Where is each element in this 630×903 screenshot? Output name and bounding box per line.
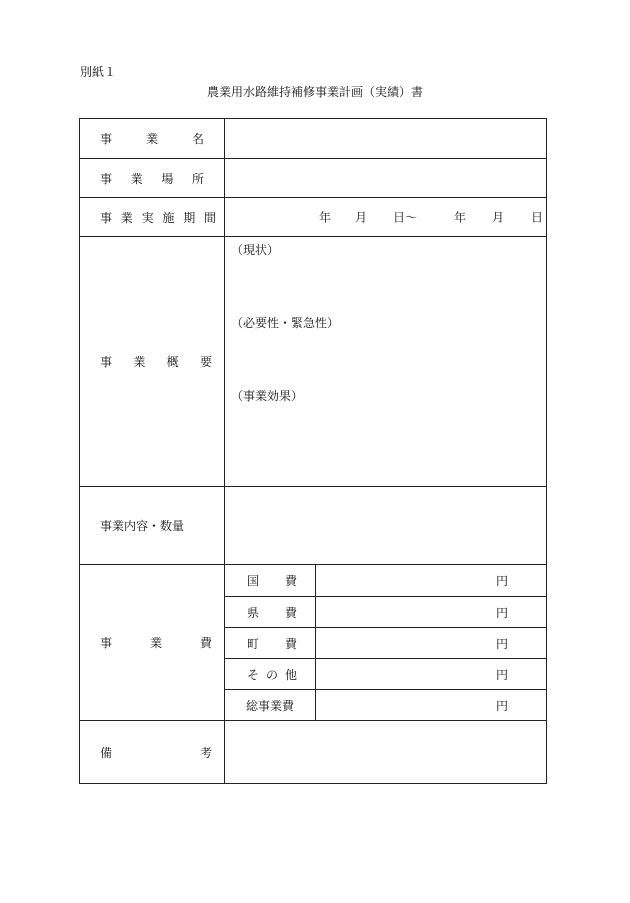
row-cost-national <box>80 565 547 597</box>
project-period-field[interactable] <box>225 198 547 237</box>
label-char: 町 <box>247 636 260 651</box>
label-char: 事 <box>100 636 113 650</box>
plan-form-table <box>79 118 547 784</box>
period-month-start: 月 <box>355 210 368 225</box>
label-char: 業 <box>130 171 143 186</box>
label-char: 考 <box>199 745 212 760</box>
label-char: 事 <box>100 355 113 369</box>
label-project-content <box>80 487 225 565</box>
cost-label-total <box>225 690 316 721</box>
label-char: の <box>265 667 278 682</box>
period-month-end: 月 <box>492 210 505 225</box>
label-char: 間 <box>203 210 216 225</box>
yen-unit: 円 <box>495 667 508 682</box>
label-char: 費 <box>284 636 297 651</box>
label-char: 事 <box>100 171 113 186</box>
period-year-end: 年 <box>454 210 467 225</box>
page-label: 別紙１ <box>80 65 117 79</box>
cost-prefecture-field[interactable] <box>316 597 547 628</box>
project-location-field[interactable] <box>225 159 547 198</box>
label-char: 費 <box>284 574 297 588</box>
label-char: 名 <box>191 132 204 146</box>
label-char: 施 <box>162 210 175 225</box>
label-char: 実 <box>141 210 154 225</box>
cost-label-prefecture <box>225 597 316 628</box>
label-project-period <box>80 198 225 237</box>
period-day-end: 日 <box>531 210 544 225</box>
label-char: 備 <box>100 745 113 760</box>
yen-unit: 円 <box>495 605 508 620</box>
label-char: 業 <box>133 355 146 369</box>
row-project-content <box>80 487 547 565</box>
label-char: 他 <box>284 667 297 682</box>
cost-total-field[interactable] <box>316 690 547 721</box>
remarks-field[interactable] <box>225 721 547 784</box>
row-project-location <box>80 159 547 198</box>
label-char: 事 <box>100 132 113 146</box>
label-remarks <box>80 721 225 784</box>
project-content-field[interactable] <box>225 487 547 565</box>
cost-label-town <box>225 628 316 659</box>
project-summary-field[interactable] <box>225 237 547 487</box>
row-project-summary <box>80 237 547 487</box>
label-char: 国 <box>247 574 260 588</box>
cost-town-field[interactable] <box>316 628 547 659</box>
label-char: 業 <box>145 132 158 146</box>
yen-unit: 円 <box>495 636 508 651</box>
cost-label-national <box>225 565 316 597</box>
yen-unit: 円 <box>495 698 508 713</box>
project-name-field[interactable] <box>225 119 547 159</box>
label-char: 事 <box>100 210 113 225</box>
period-day-start: 日〜 <box>393 210 418 225</box>
label-project-content-text: 事業内容・数量 <box>100 519 185 533</box>
label-char: 所 <box>191 171 204 186</box>
label-char: 費 <box>199 636 212 650</box>
label-project-cost <box>80 565 225 721</box>
label-char: 場 <box>161 171 174 186</box>
summary-current-state: （現状） <box>231 243 280 257</box>
period-year-start: 年 <box>319 210 332 225</box>
label-char: そ <box>247 667 260 682</box>
cost-total-label: 総事業費 <box>245 698 294 713</box>
label-char: 業 <box>149 636 162 650</box>
cost-label-other <box>225 659 316 690</box>
document-title: 農業用水路維持補修事業計画（実績）書 <box>206 85 423 99</box>
cost-national-field[interactable] <box>316 565 547 597</box>
row-remarks <box>80 721 547 784</box>
summary-necessity: （必要性・緊急性） <box>231 316 340 330</box>
label-project-name <box>80 119 225 159</box>
label-char: 費 <box>284 605 297 620</box>
yen-unit: 円 <box>495 574 508 588</box>
label-char: 期 <box>183 210 196 225</box>
label-char: 概 <box>166 355 179 369</box>
label-project-summary <box>80 237 225 487</box>
row-project-name <box>80 119 547 159</box>
label-char: 県 <box>247 605 260 620</box>
label-char: 要 <box>199 355 212 369</box>
row-project-period <box>80 198 547 237</box>
label-char: 業 <box>120 210 133 225</box>
cost-other-field[interactable] <box>316 659 547 690</box>
label-project-location <box>80 159 225 198</box>
summary-effect: （事業効果） <box>231 389 304 403</box>
